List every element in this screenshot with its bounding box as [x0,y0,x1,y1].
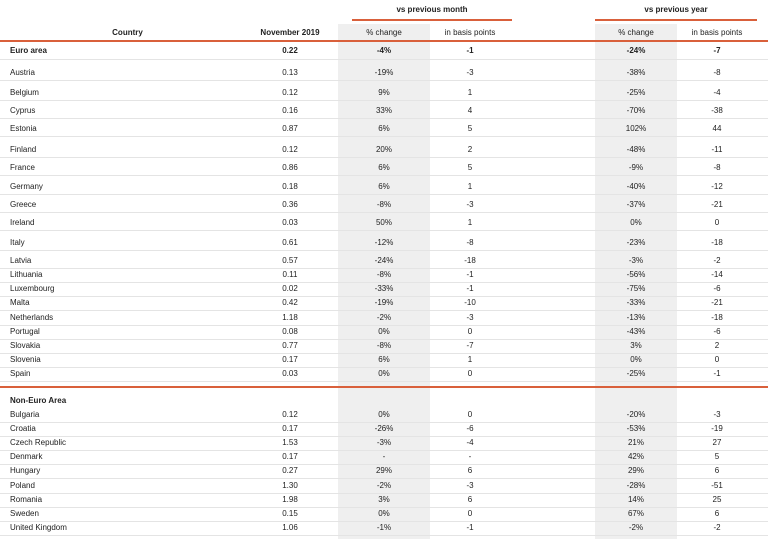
country-name: Latvia [10,256,32,265]
value-year-bp: 0 [714,355,720,364]
row-divider [0,59,768,60]
value-year-pct: -33% [626,298,646,307]
value-year-bp: -21 [711,200,723,209]
value-month-pct: 20% [375,145,392,154]
row-divider [0,478,768,479]
value-month-pct: 0% [378,509,390,518]
col-header-year-bp: in basis points [691,28,743,37]
value-year-bp-aggregate: -7 [713,46,721,55]
section-rule [0,386,768,388]
value-nov-2019: 0.42 [282,298,298,307]
value-year-pct: 21% [627,438,644,447]
value-nov-2019: 0.61 [282,238,298,247]
value-nov-2019: 0.12 [282,145,298,154]
value-nov-2019: 0.57 [282,256,298,265]
value-nov-2019: 1.30 [282,481,298,490]
row-divider [0,353,768,354]
value-month-pct: 6% [378,355,390,364]
value-year-bp: -19 [711,424,723,433]
value-month-pct: 6% [378,124,390,133]
value-month-bp: 5 [467,163,473,172]
value-month-pct: -8% [376,200,392,209]
value-month-bp: -3 [466,200,474,209]
country-name: Austria [10,68,35,77]
country-name: Portugal [10,327,40,336]
value-month-bp: 0 [467,369,473,378]
value-nov-2019: 0.11 [282,270,298,279]
row-divider [0,381,768,382]
value-year-pct: 67% [627,509,644,518]
group-underline-year [595,19,757,21]
value-month-pct: -2% [376,313,392,322]
country-name: Sweden [10,509,39,518]
header-rule [0,40,768,42]
value-year-pct: -13% [626,313,646,322]
value-month-pct: -2% [376,481,392,490]
value-month-pct-aggregate: -4% [376,46,392,55]
row-divider [0,367,768,368]
row-divider [0,507,768,508]
value-year-bp: -2 [713,523,721,532]
value-year-pct: -9% [628,163,644,172]
value-year-bp: 6 [714,466,720,475]
value-month-pct: -3% [376,438,392,447]
value-month-pct: 50% [375,218,392,227]
value-month-pct: -33% [374,284,394,293]
value-month-bp: -1 [466,270,474,279]
value-nov-2019: 0.03 [282,218,298,227]
section-title: Euro area [10,46,47,55]
value-month-pct: 0% [378,369,390,378]
value-month-pct: -8% [376,341,392,350]
value-year-pct: -37% [626,200,646,209]
value-nov-2019: 0.18 [282,182,298,191]
value-nov-2019: 1.98 [282,495,298,504]
value-month-bp: 1 [467,218,473,227]
value-nov-2019: 1.06 [282,523,298,532]
value-month-pct: -19% [374,68,394,77]
row-divider [0,282,768,283]
value-month-bp: 0 [467,410,473,419]
value-month-pct: 0% [378,327,390,336]
value-month-bp: - [468,452,472,461]
country-name: United Kingdom [10,523,67,532]
value-month-bp: 2 [467,145,473,154]
value-nov-2019: 0.17 [282,452,298,461]
value-year-pct: -25% [626,369,646,378]
value-nov-2019: 1.53 [282,438,298,447]
value-month-bp: 4 [467,106,473,115]
row-divider [0,325,768,326]
value-month-bp: -3 [466,481,474,490]
row-divider [0,535,768,536]
value-month-pct: -12% [374,238,394,247]
value-year-bp: 5 [714,452,720,461]
value-nov-2019: 0.03 [282,369,298,378]
row-divider [0,296,768,297]
value-year-pct: 14% [627,495,644,504]
value-month-bp: 5 [467,124,473,133]
country-name: Denmark [10,452,43,461]
value-month-pct: -26% [374,424,394,433]
value-year-pct: 29% [627,466,644,475]
country-name: Slovakia [10,341,41,350]
value-year-pct: -38% [626,68,646,77]
value-month-bp: -18 [464,256,476,265]
value-month-bp: -6 [466,424,474,433]
country-name: Malta [10,298,30,307]
country-name: Cyprus [10,106,36,115]
value-month-pct: 33% [375,106,392,115]
value-year-bp: -14 [711,270,723,279]
section-title: Non-Euro Area [10,396,67,405]
row-divider [0,250,768,251]
value-year-pct: -23% [626,238,646,247]
value-year-bp: -38 [711,106,723,115]
country-name: Germany [10,182,43,191]
row-divider [0,436,768,437]
value-year-bp: 0 [714,218,720,227]
value-month-bp: 6 [467,466,473,475]
value-year-bp: -6 [713,284,721,293]
value-year-bp: 2 [714,341,720,350]
row-divider [0,175,768,176]
value-nov-2019: 0.27 [282,466,298,475]
value-month-pct: 3% [378,495,390,504]
value-nov-2019: 0.36 [282,200,298,209]
value-month-bp: -10 [464,298,476,307]
value-nov-2019: 0.16 [282,106,298,115]
row-divider [0,268,768,269]
group-header-year: vs previous year [644,5,708,14]
country-name: Italy [10,238,25,247]
value-month-bp: 1 [467,182,473,191]
value-nov-2019-aggregate: 0.22 [282,46,298,55]
value-month-bp: -1 [466,284,474,293]
country-name: Belgium [10,88,39,97]
value-nov-2019: 0.87 [282,124,298,133]
row-divider [0,230,768,231]
value-month-bp: -8 [466,238,474,247]
value-month-pct: -1% [376,523,392,532]
row-divider [0,422,768,423]
value-year-pct-aggregate: -24% [626,46,646,55]
value-year-bp: -2 [713,256,721,265]
value-month-pct: 6% [378,182,390,191]
country-name: Croatia [10,424,36,433]
value-month-bp: -3 [466,68,474,77]
value-year-pct: -28% [626,481,646,490]
value-year-bp: -18 [711,238,723,247]
value-month-bp: 6 [467,495,473,504]
value-year-bp: -6 [713,327,721,336]
value-month-pct: 9% [378,88,390,97]
row-divider [0,450,768,451]
value-month-bp: 1 [467,88,473,97]
country-name: France [10,163,35,172]
value-nov-2019: 0.12 [282,88,298,97]
value-year-pct: -40% [626,182,646,191]
value-month-pct: 29% [375,466,392,475]
country-name: Finland [10,145,37,154]
value-year-bp: -8 [713,163,721,172]
value-year-bp: -8 [713,68,721,77]
value-month-pct: 0% [378,410,390,419]
country-name: Bulgaria [10,410,40,419]
value-month-bp: 0 [467,509,473,518]
country-name: Hungary [10,466,41,475]
value-year-bp: -1 [713,369,721,378]
value-year-bp: 27 [712,438,722,447]
value-year-bp: -3 [713,410,721,419]
group-header-month: vs previous month [396,5,468,14]
value-nov-2019: 0.12 [282,410,298,419]
value-nov-2019: 0.17 [282,424,298,433]
value-year-pct: -56% [626,270,646,279]
group-underline-month [352,19,512,21]
col-header-year-pct: % change [618,28,654,37]
country-name: Netherlands [10,313,54,322]
value-month-bp: -3 [466,313,474,322]
value-nov-2019: 0.86 [282,163,298,172]
value-nov-2019: 0.17 [282,355,298,364]
value-nov-2019: 0.08 [282,327,298,336]
value-year-pct: -20% [626,410,646,419]
col-header-month-bp: in basis points [444,28,496,37]
value-year-bp: 6 [714,509,720,518]
value-month-pct: 6% [378,163,390,172]
row-divider [0,80,768,81]
value-month-bp: -4 [466,438,474,447]
row-divider [0,136,768,137]
value-year-bp: -18 [711,313,723,322]
value-year-pct: 42% [627,452,644,461]
value-year-bp: -51 [711,481,723,490]
value-year-pct: -48% [626,145,646,154]
value-nov-2019: 0.15 [282,509,298,518]
value-month-bp: 1 [467,355,473,364]
value-year-pct: -3% [628,256,644,265]
value-nov-2019: 1.18 [282,313,298,322]
country-name: Lithuania [10,270,43,279]
value-month-pct: -8% [376,270,392,279]
row-divider [0,157,768,158]
row-divider [0,310,768,311]
row-divider [0,339,768,340]
country-name: Czech Republic [10,438,67,447]
value-year-pct: -43% [626,327,646,336]
col-header-period: November 2019 [260,28,320,37]
value-month-pct: -19% [374,298,394,307]
value-year-bp: -12 [711,182,723,191]
country-name: Slovenia [10,355,41,364]
row-divider [0,464,768,465]
value-year-pct: -70% [626,106,646,115]
value-year-bp: -11 [711,145,723,154]
row-divider [0,212,768,213]
value-year-bp: -4 [713,88,721,97]
col-header-month-pct: % change [366,28,402,37]
value-year-bp: 44 [712,124,722,133]
value-year-bp: -21 [711,298,723,307]
value-nov-2019: 0.77 [282,341,298,350]
value-month-pct: -24% [374,256,394,265]
value-month-pct: - [382,452,386,461]
value-year-pct: -53% [626,424,646,433]
country-name: Romania [10,495,43,504]
row-divider [0,194,768,195]
value-year-pct: 3% [630,341,642,350]
country-name: Estonia [10,124,37,133]
country-name: Poland [10,481,35,490]
row-divider [0,521,768,522]
country-name: Luxembourg [10,284,55,293]
value-month-bp: 0 [467,327,473,336]
row-divider [0,493,768,494]
value-year-pct: -2% [628,523,644,532]
value-nov-2019: 0.13 [282,68,298,77]
value-year-pct: 0% [630,355,642,364]
value-month-bp: -1 [466,523,474,532]
row-divider [0,118,768,119]
country-name: Ireland [10,218,35,227]
value-year-pct: -25% [626,88,646,97]
value-month-bp: -7 [466,341,474,350]
value-year-pct: 102% [625,124,647,133]
country-name: Greece [10,200,37,209]
value-month-bp-aggregate: -1 [466,46,474,55]
value-year-bp: 25 [712,495,722,504]
value-year-pct: 0% [630,218,642,227]
value-year-pct: -75% [626,284,646,293]
country-name: Spain [10,369,31,378]
row-divider [0,100,768,101]
value-nov-2019: 0.02 [282,284,298,293]
col-header-country: Country [112,28,143,37]
